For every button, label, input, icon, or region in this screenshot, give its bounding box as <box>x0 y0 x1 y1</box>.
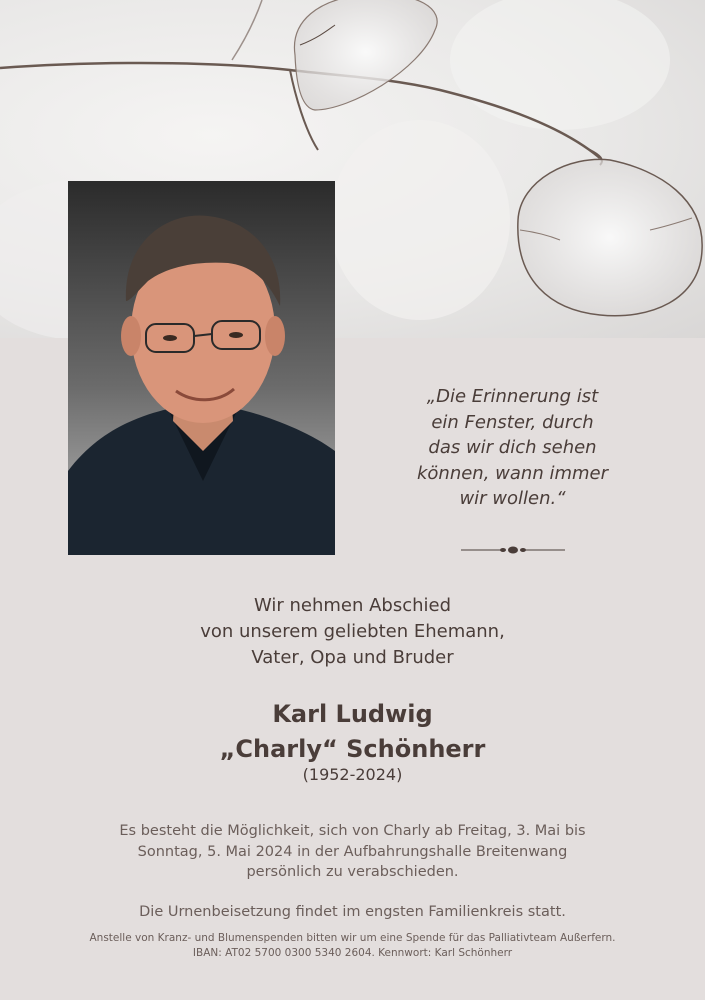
details-line: Es besteht die Möglichkeit, sich von Charly ab Freitag, 3. Mai bis <box>119 823 586 839</box>
farewell-intro <box>0 593 705 671</box>
quote-line: ein Fenster, durch <box>431 411 594 433</box>
ornament-divider <box>461 544 565 556</box>
person-silhouette <box>68 181 335 555</box>
details-line: persönlich zu verabschieden. <box>246 864 459 880</box>
name-line-1: Karl Ludwig <box>272 700 433 728</box>
deceased-name <box>0 697 705 767</box>
viewing-details <box>0 821 705 883</box>
quote-line: „Die Erinnerung ist <box>426 386 599 407</box>
portrait-photo <box>68 181 335 555</box>
quote-line: das wir dich sehen <box>428 437 597 458</box>
urn-burial-note: Die Urnenbeisetzung findet im engsten Familienkreis statt. <box>139 904 566 920</box>
quote-line: wir wollen.“ <box>459 488 566 509</box>
donation-line-2: IBAN: AT02 5700 0300 5340 2604. Kennwort: Karl Schönherr <box>192 946 513 959</box>
intro-line: Vater, Opa und Bruder <box>251 647 454 668</box>
quote-line: können, wann immer <box>416 462 608 484</box>
details-line: Sonntag, 5. Mai 2024 in der Aufbahrungshalle Breitenwang <box>137 843 568 860</box>
intro-line: von unserem geliebten Ehemann, <box>200 621 505 642</box>
intro-line: Wir nehmen Abschied <box>253 595 452 616</box>
name-line-2: „Charly“ Schönherr <box>219 735 486 763</box>
life-years: (1952-2024) <box>302 765 403 784</box>
memorial-quote <box>390 384 635 512</box>
donation-note <box>0 931 705 960</box>
donation-line-1: Anstelle von Kranz- und Blumenspenden bitten wir um eine Spende für das Palliativteam Außerfern. <box>89 932 616 944</box>
